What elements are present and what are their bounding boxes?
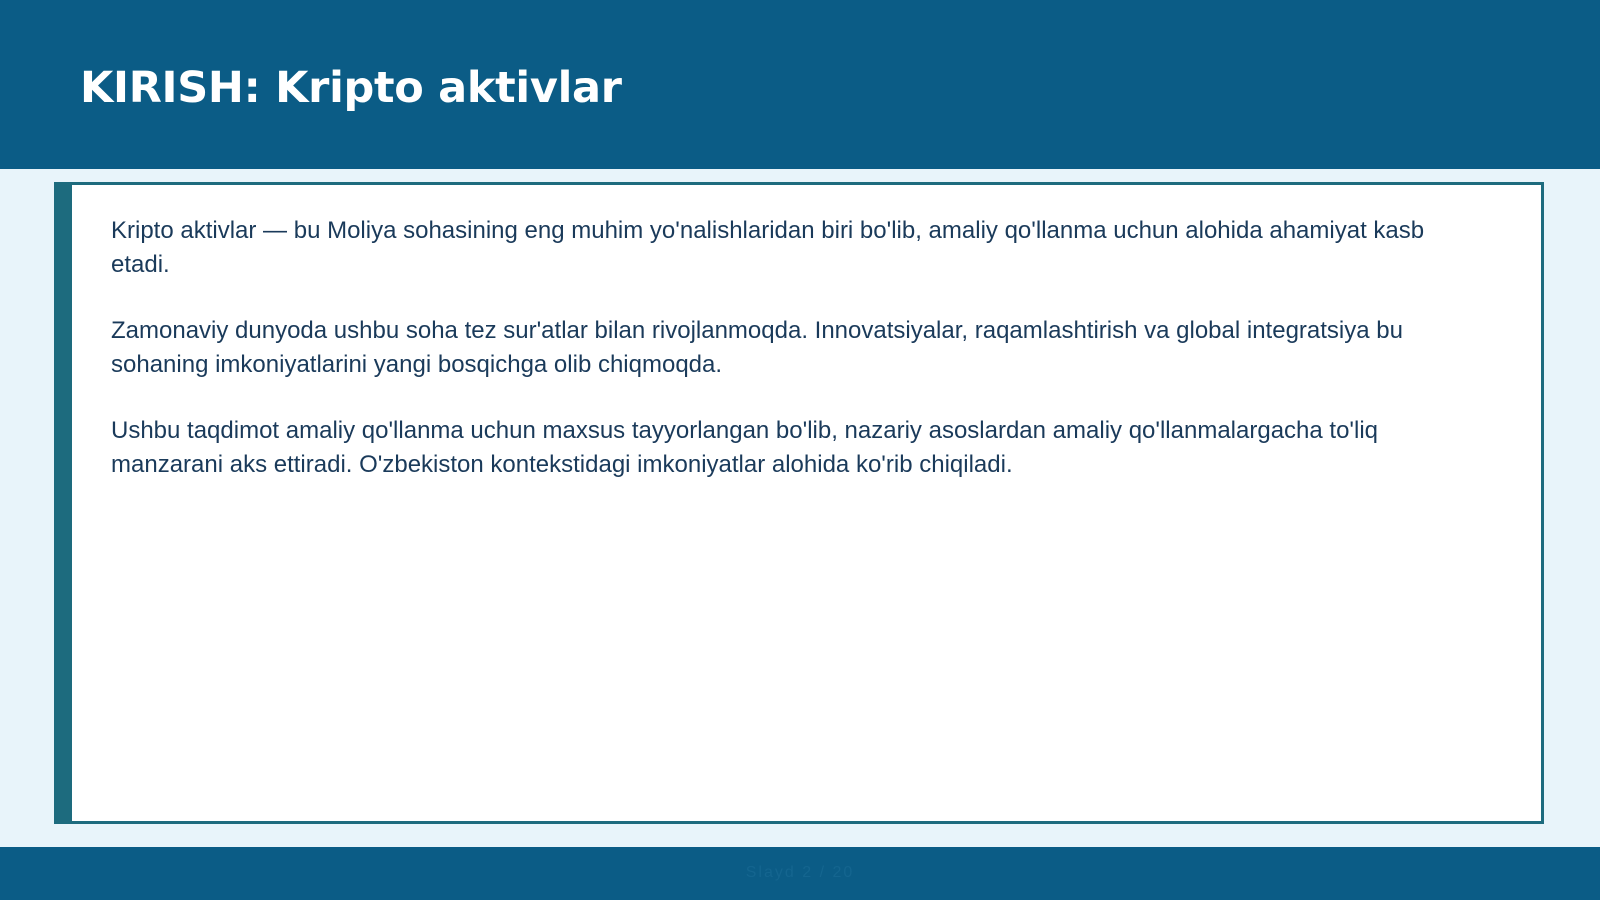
paragraph-modern-world: Zamonaviy dunyoda ushbu soha tez sur'atlar bilan rivojlanmoqda. Innovatsiyalar, raqamlashtirish va global integratsiya bu sohaning imkoniyatlarini yangi bosqichga olib chiqmoqda. <box>111 317 1403 378</box>
slide-header <box>0 0 1600 169</box>
slide-footer <box>0 847 1600 900</box>
paragraph-intro: Kripto aktivlar — bu Moliya sohasining eng muhim yo'nalishlaridan biri bo'lib, amaliy qo'llanma uchun alohida ahamiyat kasb etadi. <box>111 217 1425 278</box>
content-body <box>111 214 1481 514</box>
paragraph-presentation: Ushbu taqdimot amaliy qo'llanma uchun maxsus tayyorlangan bo'lib, nazariy asoslardan amaliy qo'llanmalargacha to'liq manzarani aks ettiradi. O'zbekiston kontekstidagi imkoniyatlar alohida ko'rib chiqiladi. <box>111 417 1379 478</box>
slide-number: Slayd 2 / 20 <box>745 864 855 881</box>
content-panel <box>54 182 1544 824</box>
slide-title: KIRISH: Kripto aktivlar <box>80 63 622 113</box>
